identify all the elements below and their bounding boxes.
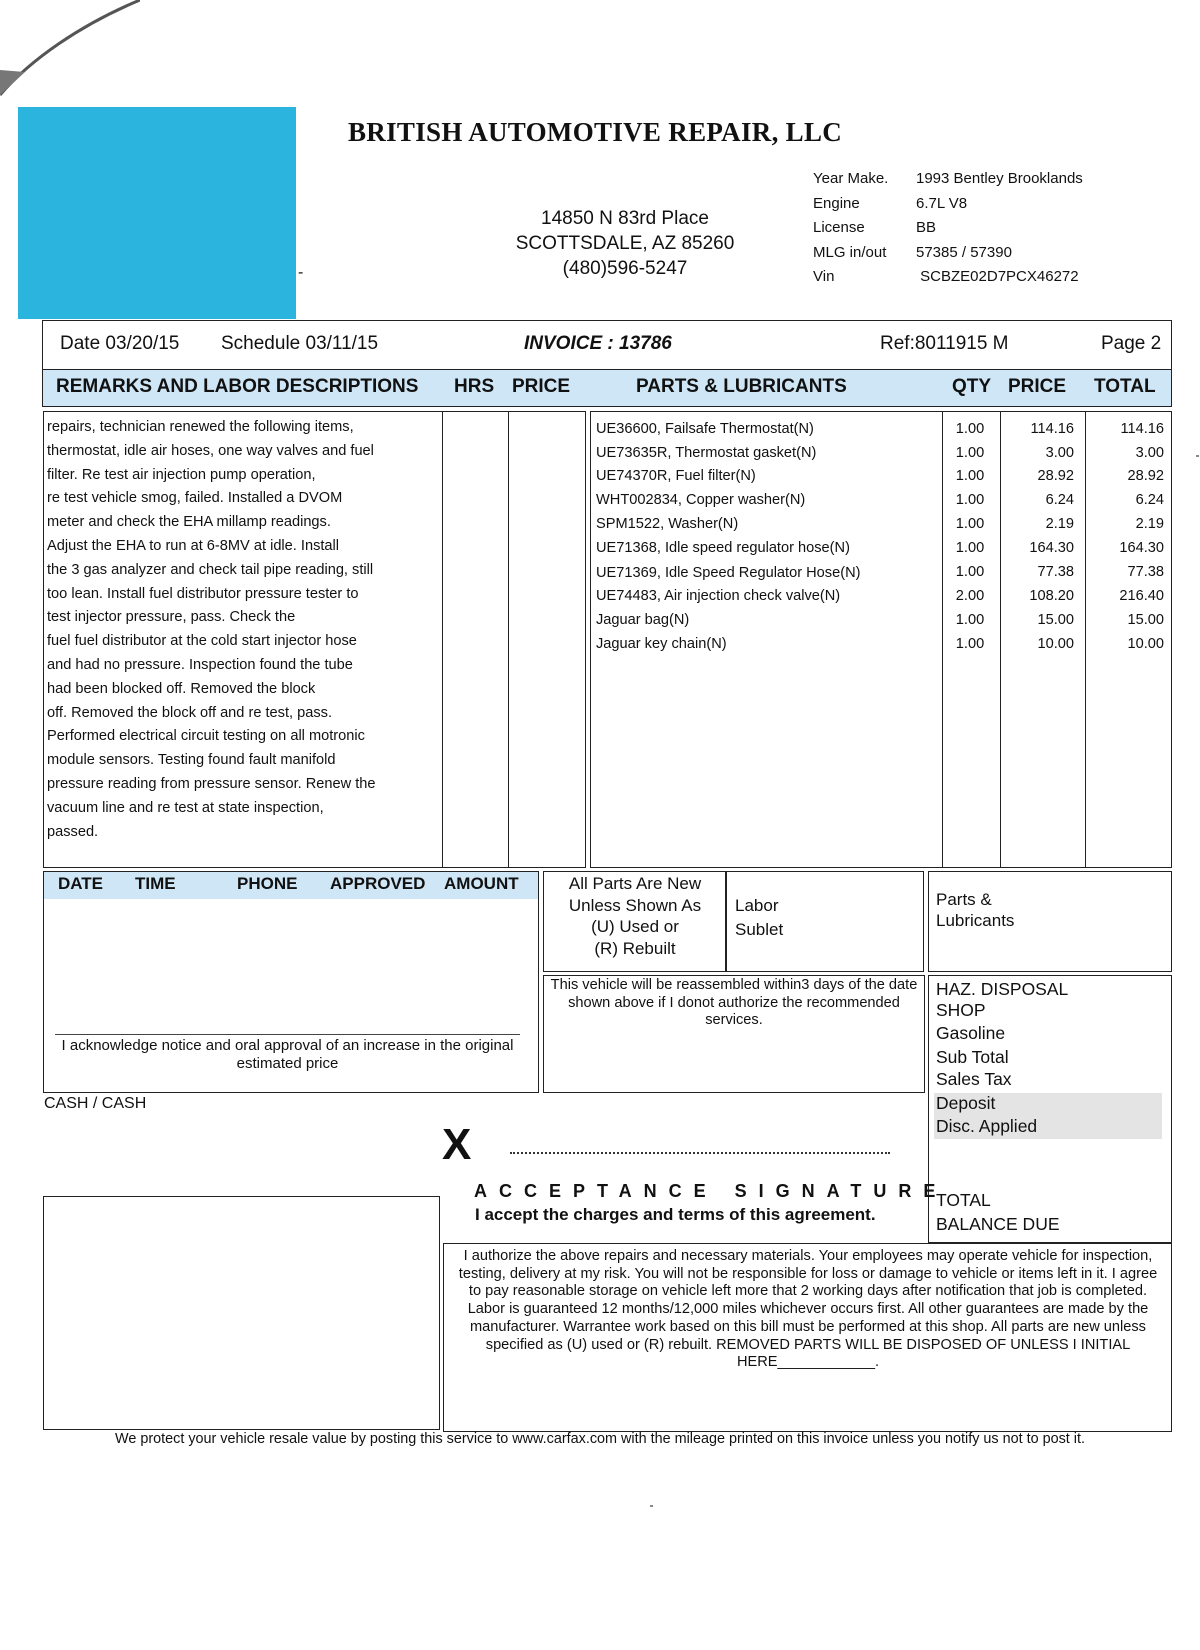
column-divider bbox=[1000, 411, 1001, 868]
approval-phone-label: PHONE bbox=[237, 874, 298, 893]
part-name: UE74483, Air injection check valve(N) bbox=[596, 588, 841, 604]
col-hrs: HRS bbox=[454, 376, 495, 397]
approval-amount-label: AMOUNT bbox=[444, 874, 519, 893]
vehicle-label: Engine bbox=[813, 194, 860, 212]
part-price: 114.16 bbox=[1030, 421, 1074, 437]
schedule-date: Schedule 03/11/15 bbox=[221, 333, 379, 354]
remarks-line: fuel fuel distributor at the cold start injector hose bbox=[47, 633, 357, 650]
address-line-2: SCOTTSDALE, AZ 85260 bbox=[515, 233, 735, 254]
part-price: 6.24 bbox=[1045, 492, 1074, 508]
acceptance-statement: I accept the charges and terms of this agreement. bbox=[475, 1205, 876, 1224]
part-price: 3.00 bbox=[1045, 445, 1074, 461]
vehicle-value: BB bbox=[916, 219, 937, 236]
remarks-line: Performed electrical circuit testing on all motronic bbox=[47, 728, 365, 745]
approval-date-label: DATE bbox=[58, 874, 104, 893]
remarks-line: repairs, technician renewed the following items, bbox=[47, 419, 354, 435]
part-total: 2.19 bbox=[1135, 516, 1164, 532]
invoice-date: Date 03/20/15 bbox=[60, 333, 180, 354]
remarks-line: off. Removed the block off and re test, pass. bbox=[47, 704, 333, 721]
part-total: 114.16 bbox=[1120, 421, 1164, 437]
remarks-line: test injector pressure, pass. Check the bbox=[47, 609, 296, 626]
part-name: Jaguar bag(N) bbox=[596, 612, 690, 628]
authorization-terms: I authorize the above repairs and necessary materials. Your employees may operate vehicle for inspection, testing, delivery at my risk. You will not be responsible for loss or damage to vehicle or items left in it. I agree to pay reasonable storage on vehicle left more that 2 working days after notification that job is completed. Labor is guaranteed 12 months/12,000 miles whichever occurs first. All other guarantees are made by the manufacturer. Warrantee work based on this bill must be performed at this shop. All parts are new unless specified as (U) used or (R) rebuilt. REMOVED PARTS WILL BE DISPOSED OF UNLESS I INITIAL HERE____________. bbox=[458, 1248, 1158, 1371]
part-qty: 1.00 bbox=[955, 492, 985, 508]
vehicle-row bbox=[813, 170, 1083, 195]
column-divider bbox=[442, 411, 443, 868]
remarks-line: module sensors. Testing found fault manifold bbox=[47, 752, 336, 769]
vehicle-value: 1993 Bentley Brooklands bbox=[916, 170, 1083, 187]
part-qty: 1.00 bbox=[955, 468, 985, 484]
column-divider bbox=[1085, 411, 1086, 868]
part-name: UE73635R, Thermostat gasket(N) bbox=[596, 445, 817, 461]
part-qty: 1.00 bbox=[955, 612, 985, 628]
shop-label: SHOP bbox=[936, 1000, 986, 1020]
part-price: 10.00 bbox=[1037, 636, 1074, 652]
approval-approved-label: APPROVED bbox=[330, 874, 426, 893]
invoice-number: INVOICE : 13786 bbox=[524, 333, 672, 354]
remarks-line: too lean. Install fuel distributor pressure tester to bbox=[47, 585, 359, 602]
part-total: 28.92 bbox=[1127, 468, 1164, 484]
vehicle-label: License bbox=[813, 219, 865, 236]
part-qty: 1.00 bbox=[955, 564, 985, 580]
remarks-line: re test vehicle smog, failed. Installed a DVOM bbox=[47, 490, 343, 507]
scan-speck bbox=[1196, 455, 1199, 457]
acceptance-signature-heading: ACCEPTANCE SIGNATURE bbox=[474, 1181, 948, 1201]
labor-sublet-labels bbox=[735, 894, 783, 942]
part-qty: 1.00 bbox=[955, 421, 985, 437]
remarks-line: Adjust the EHA to run at 6-8MV at idle. Install bbox=[47, 537, 340, 554]
vehicle-row bbox=[813, 195, 1083, 220]
address-line-1: 14850 N 83rd Place bbox=[541, 208, 709, 229]
company-phone: (480)596-5247 bbox=[562, 258, 688, 279]
stray-mark: - bbox=[298, 264, 304, 281]
signature-line[interactable] bbox=[510, 1152, 890, 1154]
part-name: UE71368, Idle speed regulator hose(N) bbox=[596, 540, 850, 556]
page-number: Page 2 bbox=[1101, 333, 1162, 354]
part-qty: 1.00 bbox=[955, 636, 985, 652]
part-qty: 1.00 bbox=[955, 516, 985, 532]
part-total: 6.24 bbox=[1135, 492, 1164, 508]
part-total: 77.38 bbox=[1127, 564, 1164, 580]
column-divider bbox=[508, 411, 509, 868]
remarks-line: pressure reading from pressure sensor. Renew the bbox=[47, 775, 376, 792]
part-price: 164.30 bbox=[1029, 540, 1074, 556]
part-qty: 1.00 bbox=[955, 540, 985, 556]
remarks-line: had been blocked off. Removed the block bbox=[47, 680, 316, 697]
part-total: 3.00 bbox=[1135, 445, 1164, 461]
remarks-line: thermostat, idle air hoses, one way valves and fuel bbox=[47, 442, 374, 459]
company-name: BRITISH AUTOMOTIVE REPAIR, LLC bbox=[348, 117, 843, 147]
company-address bbox=[490, 206, 760, 281]
remarks-line: passed. bbox=[47, 823, 99, 840]
parts-condition-line: (U) Used or bbox=[591, 917, 679, 936]
part-name: UE36600, Failsafe Thermostat(N) bbox=[596, 421, 814, 437]
parts-lubricants-line: Parts & bbox=[936, 890, 992, 909]
reference-number: Ref:8011915 M bbox=[880, 333, 1009, 354]
vehicle-value: 57385 / 57390 bbox=[916, 243, 1012, 261]
part-name: UE71369, Idle Speed Regulator Hose(N) bbox=[596, 565, 861, 581]
part-price: 15.00 bbox=[1037, 612, 1074, 628]
page-fold-mark bbox=[0, 0, 140, 100]
part-total: 10.00 bbox=[1127, 636, 1164, 652]
part-price: 28.92 bbox=[1037, 468, 1074, 484]
parts-condition-line: (R) Rebuilt bbox=[594, 938, 676, 958]
sublet-label: Sublet bbox=[735, 920, 784, 939]
col-parts-price: PRICE bbox=[1008, 376, 1067, 397]
part-price: 77.38 bbox=[1037, 564, 1074, 580]
remarks-line: vacuum line and re test at state inspection, bbox=[47, 799, 324, 816]
vehicle-label: Vin bbox=[813, 268, 835, 285]
part-price: 108.20 bbox=[1029, 588, 1074, 604]
parts-lubricants-line: Lubricants bbox=[936, 911, 1015, 930]
approval-acknowledgement: I acknowledge notice and oral approval of an increase in the original estimated price bbox=[61, 1037, 514, 1072]
part-name: Jaguar key chain(N) bbox=[596, 636, 727, 652]
sales-tax-label: Sales Tax bbox=[936, 1069, 1012, 1089]
carfax-notice: We protect your vehicle resale value by posting this service to www.carfax.com with the mileage printed on this invoice unless you notify us not to post it. bbox=[115, 1431, 1085, 1447]
approval-signature-line bbox=[55, 1034, 520, 1035]
parts-condition-line: All Parts Are New bbox=[568, 874, 702, 893]
part-name: SPM1522, Washer(N) bbox=[596, 516, 739, 532]
col-total: TOTAL bbox=[1094, 376, 1156, 397]
parts-condition-note bbox=[545, 873, 725, 959]
balance-due-label: BALANCE DUE bbox=[936, 1214, 1060, 1234]
payment-method: CASH / CASH bbox=[44, 1095, 147, 1112]
vehicle-label: Year Make. bbox=[813, 170, 889, 187]
reassembly-notice: This vehicle will be reassembled within3 days of the date shown above if I donot authorize the recommended services. bbox=[550, 977, 918, 1028]
col-remarks: REMARKS AND LABOR DESCRIPTIONS bbox=[56, 376, 419, 397]
approval-time-label: TIME bbox=[135, 874, 176, 893]
part-total: 164.30 bbox=[1119, 540, 1164, 556]
remarks-line: and had no pressure. Inspection found the tube bbox=[47, 656, 353, 673]
col-qty: QTY bbox=[952, 376, 992, 397]
labor-label: Labor bbox=[735, 896, 779, 915]
scan-speck bbox=[650, 1505, 653, 1507]
blank-signature-box bbox=[43, 1196, 440, 1430]
vehicle-row bbox=[813, 268, 1083, 293]
vehicle-row bbox=[813, 219, 1083, 244]
remarks-line: meter and check the EHA millamp readings. bbox=[47, 514, 331, 531]
col-parts: PARTS & LUBRICANTS bbox=[636, 376, 847, 397]
vehicle-row bbox=[813, 244, 1083, 269]
gasoline-label: Gasoline bbox=[936, 1023, 1006, 1043]
vehicle-label: MLG in/out bbox=[813, 243, 887, 261]
deposit-label: Deposit bbox=[936, 1093, 996, 1113]
vehicle-value: SCBZE02D7PCX46272 bbox=[916, 268, 1079, 285]
col-labor-price: PRICE bbox=[512, 376, 571, 397]
vehicle-info bbox=[813, 170, 1083, 293]
part-name: WHT002834, Copper washer(N) bbox=[596, 492, 806, 508]
parts-condition-line: Unless Shown As bbox=[568, 895, 702, 915]
part-qty: 2.00 bbox=[955, 588, 985, 604]
signature-x-mark: X bbox=[442, 1120, 472, 1169]
parts-lubricants-label bbox=[936, 889, 1014, 931]
part-price: 2.19 bbox=[1045, 516, 1074, 532]
remarks-line: the 3 gas analyzer and check tail pipe reading, still bbox=[47, 561, 374, 578]
subtotal-label: Sub Total bbox=[936, 1047, 1009, 1067]
redacted-logo-block bbox=[18, 107, 296, 319]
part-total: 216.40 bbox=[1119, 588, 1164, 604]
haz-disposal-label: HAZ. DISPOSAL bbox=[936, 979, 1069, 999]
part-name: UE74370R, Fuel filter(N) bbox=[596, 468, 756, 484]
part-qty: 1.00 bbox=[955, 445, 985, 461]
part-total: 15.00 bbox=[1127, 612, 1164, 628]
remarks-text bbox=[47, 419, 419, 847]
vehicle-value: 6.7L V8 bbox=[916, 194, 968, 212]
total-label: TOTAL bbox=[936, 1190, 991, 1210]
discount-label: Disc. Applied bbox=[936, 1116, 1038, 1136]
remarks-line: filter. Re test air injection pump operation, bbox=[47, 466, 316, 483]
